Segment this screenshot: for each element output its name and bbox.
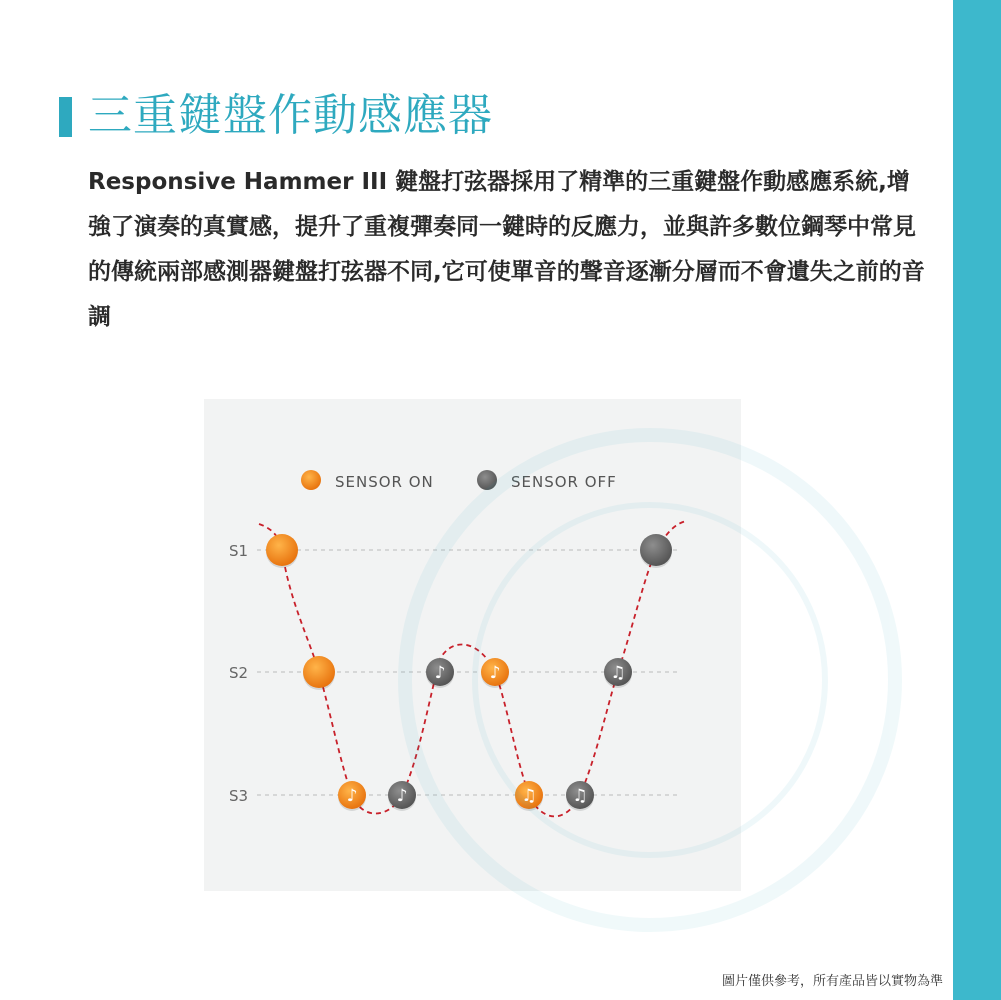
note-icon: ♪ <box>396 786 408 806</box>
note-icon: ♪ <box>434 663 446 683</box>
legend-dot-sensor-on <box>301 470 321 490</box>
page-title: 三重鍵盤作動感應器 <box>88 90 493 141</box>
note-icon: ♪ <box>489 663 501 683</box>
side-accent-bar <box>953 0 1001 1000</box>
sensor-node-s3-on <box>338 781 366 811</box>
sensor-diagram <box>204 399 741 891</box>
sensor-node-s1-on <box>266 534 298 568</box>
sensor-node-s1-off <box>640 534 672 568</box>
sensor-node-s2-on <box>303 656 335 690</box>
sensor-node-s3-off <box>566 781 594 811</box>
note-icon: ♫ <box>521 786 537 806</box>
sensor-node-s3-off <box>388 781 416 811</box>
row-label-s1: S1 <box>229 542 249 560</box>
sensor-node-s2-off <box>604 658 632 688</box>
note-icon: ♫ <box>572 786 588 806</box>
sensor-diagram-svg <box>204 399 741 891</box>
note-icon: ♫ <box>610 663 626 683</box>
row-label-s3: S3 <box>229 787 249 805</box>
row-label-s2: S2 <box>229 664 249 682</box>
feature-description: Responsive Hammer III 鍵盤打弦器採用了精準的三重鍵盤作動感應系統,增強了演奏的真實感，提升了重複彈奏同一鍵時的反應力，並與許多數位鋼琴中常見的傳統兩部感測器鍵盤打弦器不同,它可使單音的聲音逐漸分層而不會遺失之前的音調 <box>88 169 925 330</box>
legend-dot-sensor-off <box>477 470 497 490</box>
sensor-node-s2-off <box>426 658 454 688</box>
legend-label: SENSOR ON <box>335 473 434 491</box>
note-icon: ♪ <box>346 786 358 806</box>
legend-label: SENSOR OFF <box>511 473 617 491</box>
sensor-node-s2-on <box>481 658 509 688</box>
title-accent-bar <box>59 97 72 137</box>
disclaimer-note: 圖片僅供參考，所有產品皆以實物為準 <box>721 974 943 989</box>
sensor-node-s3-on <box>515 781 543 811</box>
